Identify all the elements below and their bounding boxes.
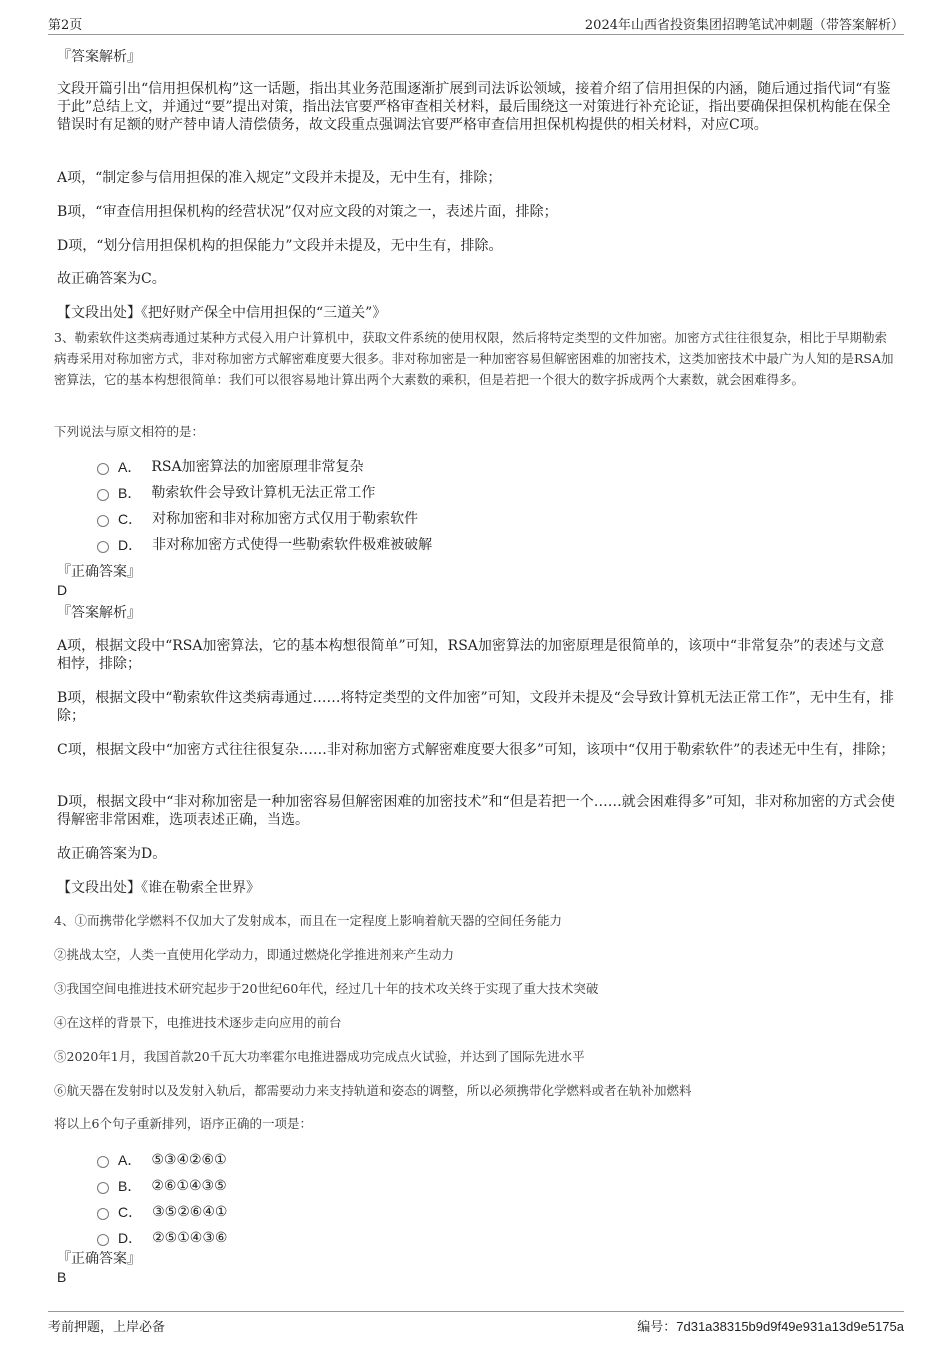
radio-icon[interactable] [97,1208,109,1220]
q2-analysis-label: 『答案解析』 [57,49,141,65]
q4-sentence-5: ⑤2020年1月，我国首款20千瓦大功率霍尔电推进器成功完成点火试验，并达到了国际先进水平 [54,1049,585,1064]
q3-option-d[interactable]: D． 非对称加密方式使得一些勒索软件极难被破解 [97,535,432,555]
document-title: 2024年山西省投资集团招聘笔试冲刺题（带答案解析） [584,18,904,33]
q3-answer: D [57,582,68,598]
q4-question: 将以上6个句子重新排列，语序正确的一项是： [54,1116,312,1131]
q3-question: 下列说法与原文相符的是： [54,424,205,439]
radio-icon[interactable] [97,1156,109,1168]
q3-analysis-d: D项，根据文段中“非对称加密是一种加密容易但解密困难的加密技术”和“但是若把一个……就会困难得多”可知，非对称加密的方式会使得解密非常困难，选项表述正确，当选。 [57,794,895,828]
q4-option-c[interactable]: C． ③⑤②⑥④① [97,1202,227,1222]
radio-icon[interactable] [97,463,109,475]
q4-answer: B [57,1269,67,1285]
radio-icon[interactable] [97,515,109,527]
q3-option-b[interactable]: B． 勒索软件会导致计算机无法正常工作 [97,483,375,503]
footer-slogan: 考前押题，上岸必备 [48,1320,166,1335]
q3-answer-label: 『正确答案』 [57,564,141,580]
q2-source: 【文段出处】《把好财产保全中信用担保的“三道关”》 [57,305,387,321]
q3-conclusion: 故正确答案为D。 [57,846,167,862]
q4-sentence-4: ④在这样的背景下，电推进技术逐步走向应用的前台 [54,1015,342,1030]
page-footer [48,1311,904,1336]
radio-icon[interactable] [97,1182,109,1194]
radio-icon[interactable] [97,489,109,501]
q3-analysis-c: C项，根据文段中“加密方式往往很复杂……非对称加密方式解密难度要大很多”可知，该项中“仅用于勒索软件”的表述无中生有，排除； [57,742,895,758]
q3-analysis-a: A项，根据文段中“RSA加密算法，它的基本构想很简单”可知，RSA加密算法的加密原理是很简单的，该项中“非常复杂”的表述与文意相悖，排除； [57,638,885,672]
radio-icon[interactable] [97,541,109,553]
q3-analysis-b: B项，根据文段中“勒索软件这类病毒通过……将特定类型的文件加密”可知，文段并未提及“会导致计算机无法正常工作”，无中生有，排除； [57,690,894,724]
q4-option-a[interactable]: A． ⑤③④②⑥① [97,1150,227,1170]
q4-sentence-1: 4、①而携带化学燃料不仅加大了发射成本，而且在一定程度上影响着航天器的空间任务能力 [54,913,562,928]
q2-option-a-analysis: A项，“制定参与信用担保的准入规定”文段并未提及，无中生有，排除； [57,170,502,186]
q4-sentence-2: ②挑战太空，人类一直使用化学动力，即通过燃烧化学推进剂来产生动力 [54,947,455,962]
q2-option-b-analysis: B项，“审查信用担保机构的经营状况”仅对应文段的对策之一，表述片面，排除； [57,204,558,220]
q4-sentence-3: ③我国空间电推进技术研究起步于20世纪60年代，经过几十年的技术攻关终于实现了重大技术突破 [54,981,599,996]
q4-sentence-6: ⑥航天器在发射时以及发射入轨后，都需要动力来支持轨道和姿态的调整，所以必须携带化学燃料或者在轨补加燃料 [54,1083,692,1098]
q4-answer-label: 『正确答案』 [57,1251,141,1267]
page-number: 第2页 [48,18,83,33]
q3-option-c[interactable]: C． 对称加密和非对称加密方式仅用于勒索软件 [97,509,418,529]
q4-option-b[interactable]: B． ②⑥①④③⑤ [97,1176,227,1196]
q2-analysis-text: 文段开篇引出“信用担保机构”这一话题，指出其业务范围逐渐扩展到司法诉讼领域，接着介绍了信用担保的内涵，随后通过指代词“有鉴于此”总结上文，并通过“要”提出对策，指出法官要严格审查相关材料，最后围绕这一对策进行补充论证，指出要确保担保机构能在保全错误时有足额的财产替申请人清偿债务，故文段重点强调法官要严格审查信用担保机构提供的相关材料，对应C项。 [57,81,891,133]
q2-conclusion: 故正确答案为C。 [57,271,166,287]
document-code: 编号：7d31a38315b9d9f49e931a13d9e5175a [637,1319,904,1335]
radio-icon[interactable] [97,1234,109,1246]
q3-stem: 3、勒索软件这类病毒通过某种方式侵入用户计算机中，获取文件系统的使用权限，然后将特定类型的文件加密。加密方式往往很复杂，相比于早期勒索病毒采用对称加密方式，非对称加密方式解密难度要大很多。非对称加密是一种加密容易但解密困难的加密技术，这类加密技术中最广为人知的是RSA加密算法，它的基本构想很简单：我们可以很容易地计算出两个大素数的乘积，但是若把一个很大的数字拆成两个大素数，就会困难得多。 [54,330,894,387]
q3-option-a[interactable]: A． RSA加密算法的加密原理非常复杂 [97,457,364,477]
q3-source: 【文段出处】《谁在勒索全世界》 [57,880,260,896]
q2-option-d-analysis: D项，“划分信用担保机构的担保能力”文段并未提及，无中生有，排除。 [57,238,503,254]
q4-option-d[interactable]: D． ②⑤①④③⑥ [97,1228,227,1248]
q3-analysis-label: 『答案解析』 [57,605,141,621]
page-header [48,12,904,35]
